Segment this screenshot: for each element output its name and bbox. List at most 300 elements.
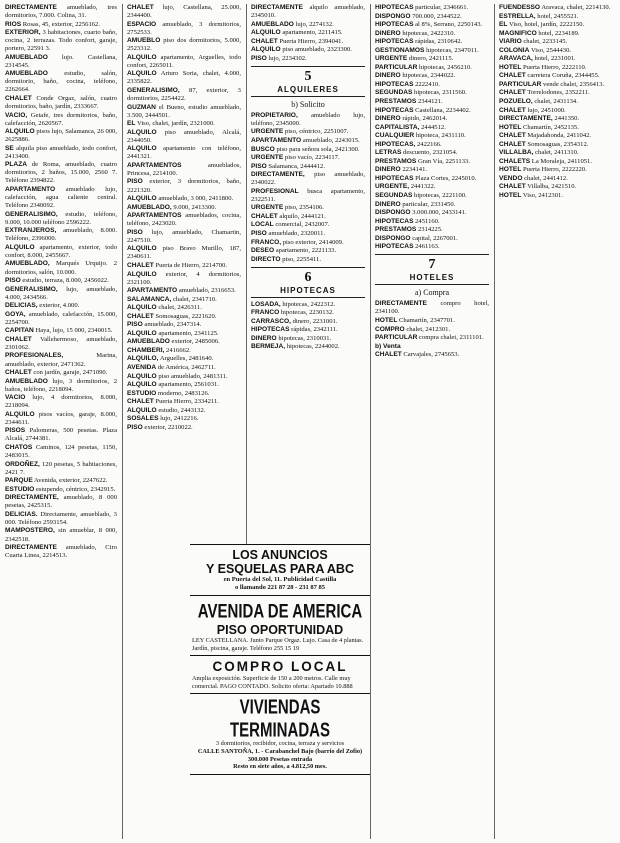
ad-keyword: AMUEBLADO, bbox=[5, 260, 50, 268]
ad-body: Torrelodones, 2352211. bbox=[527, 89, 590, 97]
classified-ad bbox=[5, 161, 117, 185]
ad-text: o llamando 221 87 28 - 231 87 85 bbox=[235, 584, 325, 591]
ad-keyword: ALQUILO bbox=[127, 270, 157, 278]
ad-headline: PISO OPORTUNIDAD bbox=[216, 623, 344, 637]
ad-keyword: CHALET bbox=[127, 398, 154, 406]
classified-ad bbox=[127, 296, 241, 304]
classified-ad bbox=[375, 317, 489, 325]
ad-body: lujo, 2451000. bbox=[527, 106, 566, 114]
classified-ad bbox=[5, 527, 117, 543]
ad-keyword: APARTAMENTO bbox=[5, 186, 56, 194]
classified-ad bbox=[127, 347, 241, 355]
classified-ad bbox=[127, 204, 241, 212]
ad-body: 2444512. bbox=[421, 123, 446, 131]
column-rule bbox=[494, 4, 495, 839]
classified-ad bbox=[499, 149, 615, 157]
ad-text: en Puerta del Sol, 11. Publicidad Castilla bbox=[223, 576, 337, 583]
ad-keyword: CHALET bbox=[499, 72, 526, 80]
ad-keyword: DELICIAS. bbox=[5, 510, 38, 518]
classified-ad bbox=[127, 162, 241, 178]
column-rule bbox=[122, 4, 123, 839]
ad-body: Getafe, tres dormitorios, baño, calefacción, 2620567. bbox=[5, 111, 117, 127]
ad-body: Avenida, exterior, 2247622. bbox=[34, 477, 108, 485]
ad-body: pisos lujo, Salamanca, 26 000, 2625886. bbox=[5, 128, 117, 144]
classified-ad bbox=[5, 511, 117, 527]
ad-keyword: SEGUNDAS bbox=[375, 89, 413, 97]
ad-body: estudio, 2443132. bbox=[158, 406, 206, 414]
classified-ad bbox=[499, 81, 615, 89]
classified-ad bbox=[127, 120, 241, 128]
ad-keyword: DIRECTAMENTE, bbox=[251, 171, 305, 179]
ad-keyword: DINERO bbox=[375, 166, 401, 174]
ad-keyword: CHALET bbox=[499, 140, 526, 148]
classified-ad bbox=[127, 229, 241, 245]
ad-keyword: ALQUILO bbox=[5, 128, 35, 136]
classified-ad bbox=[375, 13, 489, 21]
classified-ad bbox=[375, 30, 489, 38]
classified-ad bbox=[127, 104, 241, 120]
section-title: ALQUILERES bbox=[277, 84, 339, 94]
ad-keyword: SALAMANCA, bbox=[127, 295, 172, 303]
ad-body: piso amueblado, 2481311. bbox=[158, 372, 228, 380]
classified-ad bbox=[499, 192, 615, 200]
ad-keyword: MAMPOSTERO, bbox=[5, 527, 55, 535]
classified-ad bbox=[127, 21, 241, 37]
classified-ad bbox=[499, 132, 615, 140]
ad-body: Conde Orgaz, salón, cuatro dormitorios, baño, jardín, 2333667. bbox=[5, 95, 117, 111]
classified-ad bbox=[375, 132, 489, 140]
classified-ad bbox=[5, 444, 117, 460]
ad-body: Chamartín, 2347701. bbox=[399, 316, 455, 324]
ad-body: 2422166. bbox=[416, 140, 442, 148]
classified-ad bbox=[375, 334, 489, 342]
ad-body: amueblado, calefacción, 15.000, 2254700. bbox=[5, 310, 117, 326]
ad-keyword: FRANCO bbox=[251, 309, 280, 317]
ad-keyword: RIOS bbox=[5, 20, 22, 28]
classified-ad bbox=[499, 21, 615, 29]
ad-keyword: PROFESIONALES, bbox=[5, 352, 64, 360]
ad-body: exterior, 4 dormitorios, 2321100. bbox=[127, 270, 241, 286]
classified-ad bbox=[375, 300, 489, 316]
ad-keyword: DIRECTAMENTE, bbox=[499, 115, 553, 123]
classified-ad bbox=[499, 107, 615, 115]
ad-body: amueblado lujo, calefacción, agua caliente central. Teléfono 2340092. bbox=[5, 186, 117, 210]
ad-headline: COMPRO LOCAL bbox=[212, 659, 348, 675]
classified-ad bbox=[127, 424, 241, 432]
ad-headline: AVENIDA DE AMERICA bbox=[197, 600, 363, 623]
ad-body: lujo, amueblado, 4.000, 2434566. bbox=[5, 285, 117, 301]
ad-keyword: ESTRELLA, bbox=[499, 12, 536, 20]
classified-ad bbox=[127, 398, 241, 406]
ad-keyword: HIPOTECAS bbox=[375, 174, 414, 182]
ad-body: Puerta Hierro, 2222110. bbox=[523, 63, 587, 71]
section-subtitle: b) Solicito bbox=[291, 99, 325, 109]
classified-ad bbox=[375, 141, 489, 149]
section-subtitle: a) Compra bbox=[415, 288, 449, 298]
classified-ad bbox=[375, 47, 489, 55]
ad-body: amueblado, 2243015. bbox=[302, 136, 360, 144]
ad-body: hipotecas, 2230132. bbox=[280, 309, 334, 317]
ad-keyword: VIARIO bbox=[499, 38, 522, 46]
ad-body: compra chalet, 2311101. bbox=[419, 334, 484, 342]
classified-ad bbox=[127, 87, 241, 103]
ad-body: La Moraleja, 2411051. bbox=[531, 157, 592, 165]
classified-ad bbox=[251, 221, 365, 229]
ad-body: amueblado, 2320011. bbox=[268, 229, 326, 237]
ad-keyword: HIPOTECAS bbox=[375, 38, 414, 46]
ad-keyword: ALQUILO bbox=[251, 46, 281, 54]
classified-ad bbox=[375, 209, 489, 217]
classified-ad bbox=[251, 21, 365, 29]
classified-ad bbox=[251, 38, 365, 46]
ad-keyword: VACIO, bbox=[5, 111, 28, 119]
ad-keyword: PROPIETARIO, bbox=[251, 111, 298, 119]
ad-body: piso amueblado, 2340022. bbox=[251, 171, 365, 187]
classified-ad bbox=[375, 175, 489, 183]
ad-keyword: PRESTAMOS bbox=[375, 226, 417, 234]
ad-keyword: DISPONGO bbox=[375, 209, 411, 217]
classified-ad bbox=[375, 243, 489, 251]
ad-keyword: DIRECTAMENTE bbox=[5, 544, 57, 552]
ad-keyword: ESPACIO bbox=[127, 20, 157, 28]
ad-body: 2222410. bbox=[415, 80, 440, 88]
ad-body: Arguelles, 2481640. bbox=[159, 355, 214, 363]
classified-ad bbox=[127, 321, 241, 329]
ad-body: lujo, 2234302. bbox=[268, 54, 307, 62]
classified-ad bbox=[499, 64, 615, 72]
ad-keyword: ALQUILO bbox=[127, 145, 157, 153]
classified-ad bbox=[251, 309, 365, 317]
ad-body: chalet, 2412301. bbox=[406, 325, 451, 333]
ad-body: 2234141. bbox=[402, 166, 428, 174]
ad-keyword: PISO bbox=[5, 277, 21, 285]
ad-body: Palomeras, 500 pesetas. Plaza Alcalá, 2744381. bbox=[5, 427, 117, 443]
ad-keyword: ALQUILO, bbox=[127, 355, 159, 363]
ad-keyword: CHAMBERI, bbox=[127, 346, 165, 354]
ad-keyword: DIRECTAMENTE bbox=[251, 4, 303, 11]
ad-keyword: URGENTE bbox=[251, 204, 284, 212]
ad-body: Villalba, 2421510. bbox=[527, 183, 577, 191]
classified-ad bbox=[127, 212, 241, 228]
classified-ad bbox=[5, 369, 117, 377]
classified-ad bbox=[499, 30, 615, 38]
ad-keyword: HIPOTECAS bbox=[375, 243, 414, 251]
ad-keyword: ARAVACA, bbox=[499, 55, 533, 63]
classified-ad bbox=[499, 47, 615, 55]
ad-keyword: DINERO bbox=[251, 334, 277, 342]
classified-ad bbox=[251, 128, 365, 136]
classified-ad bbox=[5, 227, 117, 243]
classified-ad bbox=[5, 327, 117, 335]
section-header-hoteles bbox=[375, 254, 489, 285]
ad-body: amueblado, 2316653. bbox=[178, 287, 236, 295]
ad-keyword: AMUEBLO bbox=[127, 37, 161, 45]
column-4 bbox=[372, 4, 492, 839]
classified-ad bbox=[5, 494, 117, 510]
classified-ad bbox=[375, 158, 489, 166]
classified-ad bbox=[499, 55, 615, 63]
section-number: 6 bbox=[304, 269, 312, 285]
ad-body: Chamartín, 2452135. bbox=[523, 123, 579, 131]
ad-text: Resto en siete años, a 4.812,50 mes. bbox=[233, 763, 327, 771]
ad-keyword: POZUELO, bbox=[499, 98, 533, 106]
classified-ad bbox=[127, 145, 241, 161]
ad-anuncios-abc bbox=[190, 544, 370, 595]
classified-ad bbox=[5, 54, 117, 70]
ad-body: de Roma, amueblado, cuatro dormitorios, 2 baños, 15.000, 2560 7. Teléfono 2394822. bbox=[5, 161, 117, 185]
ad-keyword: DINERO bbox=[375, 29, 401, 37]
classified-ad bbox=[251, 4, 365, 20]
ad-body: chalet, 2411310. bbox=[535, 149, 579, 157]
ad-text: 300.000 Pesetas entrada bbox=[247, 755, 313, 763]
classified-ad bbox=[375, 89, 489, 97]
classified-ad bbox=[499, 158, 615, 166]
classified-ad bbox=[499, 166, 615, 174]
column-5 bbox=[496, 4, 618, 839]
classified-ad bbox=[5, 486, 117, 494]
ad-keyword: CHALET bbox=[127, 4, 154, 11]
ad-body: 120 pesetas, 5 habitaciones, 2421 7. bbox=[5, 460, 117, 476]
ad-body: Viso, chalet, jardín, 2321000. bbox=[136, 120, 215, 128]
ad-keyword: CHALET bbox=[375, 351, 402, 359]
ad-body: Somosaguas, 2354312. bbox=[527, 140, 589, 148]
ad-body: amueblado, 2347314. bbox=[144, 321, 202, 329]
ad-keyword: ALQUILO bbox=[127, 245, 157, 253]
ad-body: con jardín, garaje, 2471090. bbox=[33, 369, 108, 377]
display-ads-block bbox=[190, 544, 370, 840]
ad-body: 2441322. bbox=[410, 183, 436, 191]
ad-keyword: AMUEBLADO, bbox=[127, 203, 172, 211]
classified-ad bbox=[5, 244, 117, 260]
ad-body: Viso, 2412301. bbox=[522, 192, 563, 200]
ad-text: Amplia exposición. Superficie de 150 a 200 metros. Calle muy comercial. PAGO CONTADO. Solicito oferta: Apartado 10.888 bbox=[192, 675, 353, 690]
classified-ad bbox=[251, 230, 365, 238]
ad-keyword: URGENTE bbox=[375, 55, 408, 63]
classified-ad bbox=[127, 54, 241, 70]
classified-ad bbox=[127, 195, 241, 203]
ad-body: exterior, 3 dormitorios, baño, 2221320. bbox=[127, 178, 241, 194]
ad-body: estudio, teléfono, 9.000, 10.000 teléfono 2596222. bbox=[5, 210, 117, 226]
ad-body: lujo, 2412216. bbox=[160, 415, 199, 423]
ad-body: pisos vacíos, garaje, 8.000, 2344611. bbox=[5, 410, 117, 426]
ad-body: apartamento, Arguelles, todo confort, 2265011. bbox=[127, 53, 241, 69]
ad-keyword: CHALET bbox=[251, 212, 278, 220]
ad-body: 2416662. bbox=[166, 346, 191, 354]
ad-keyword: PARTICULAR bbox=[375, 334, 418, 342]
ad-body: Aravaca, chalet, 2214130. bbox=[541, 4, 611, 11]
ad-keyword: SE bbox=[5, 144, 14, 152]
classified-ad bbox=[5, 4, 117, 20]
classified-ad bbox=[127, 338, 241, 346]
classified-ad bbox=[251, 154, 365, 162]
ad-body: amueblado, 8.000. Teléfono, 2396000. bbox=[5, 227, 117, 243]
ad-keyword: EL bbox=[127, 120, 136, 128]
ad-viviendas-terminadas bbox=[190, 693, 370, 774]
ad-body: amueblados, cocina, teléfono, 2423020. bbox=[127, 212, 241, 228]
ad-body: estupendo, céntrico, 2342915. bbox=[35, 485, 116, 493]
ad-body: Rosas, 45, exterior, 2256162. bbox=[22, 20, 100, 28]
classified-ad bbox=[251, 326, 365, 334]
ad-body: piso para señora sola, 2421300. bbox=[276, 145, 360, 153]
ad-body: particular, 2346661. bbox=[415, 4, 469, 11]
ad-body: alquila piso amueblado, todo confort, 2413400. bbox=[5, 144, 117, 160]
classified-ad bbox=[127, 407, 241, 415]
ad-keyword: APARTAMENTO bbox=[127, 287, 178, 295]
ad-keyword: AMUEBLADO bbox=[5, 377, 48, 385]
ad-keyword: PRESTAMOS bbox=[375, 157, 417, 165]
classified-ad bbox=[127, 271, 241, 287]
column-rule bbox=[370, 4, 371, 839]
ad-body: Vallehermoso, amueblado, 2301062. bbox=[5, 335, 117, 351]
classified-ad bbox=[375, 192, 489, 200]
ad-body: lujo, Castellana, 25.000, 2344400. bbox=[127, 4, 241, 20]
ad-body: rápidas, 2310642. bbox=[415, 38, 463, 46]
classified-ad bbox=[5, 394, 117, 410]
classified-ad bbox=[251, 112, 365, 128]
classified-ad bbox=[375, 55, 489, 63]
ad-keyword: DINERO bbox=[375, 72, 401, 80]
ad-body: hipotecas, 2244002. bbox=[286, 343, 340, 351]
classified-ad bbox=[127, 37, 241, 53]
classified-ad bbox=[5, 95, 117, 111]
ad-keyword: DIRECTAMENTE bbox=[375, 300, 427, 308]
ad-keyword: PISO bbox=[127, 178, 143, 186]
ad-body: Marina, amueblado, exterior, 2471362. bbox=[5, 352, 117, 368]
classified-ad bbox=[499, 38, 615, 46]
classified-ad bbox=[127, 313, 241, 321]
ad-body: sin amueblar, 8 000, 2342518. bbox=[5, 527, 117, 543]
classified-ad bbox=[499, 141, 615, 149]
ad-headline: LOS ANUNCIOS bbox=[232, 548, 328, 562]
ad-body: 2451160. bbox=[415, 217, 440, 225]
section-number: 7 bbox=[428, 257, 436, 273]
classified-ad bbox=[127, 178, 241, 194]
ad-body: rápidas, 2342111. bbox=[291, 326, 338, 334]
ad-keyword: ORDOÑEZ, bbox=[5, 460, 40, 468]
ad-keyword: VACIO bbox=[5, 394, 26, 402]
ad-keyword: PISO bbox=[127, 228, 143, 236]
ad-keyword: ALQUILO bbox=[5, 243, 35, 251]
classified-ad bbox=[499, 98, 615, 106]
classified-ad bbox=[251, 46, 365, 54]
section-title: HIPOTECAS bbox=[280, 285, 336, 295]
ad-body: capital, 2267001. bbox=[412, 234, 458, 242]
ad-body: alquilo amueblado, 2345010. bbox=[251, 4, 365, 20]
ad-body: Puerta Hierro, 2222220. bbox=[523, 166, 587, 174]
classified-ad bbox=[251, 146, 365, 154]
ad-body: 2441350. bbox=[554, 115, 580, 123]
ad-keyword: DISPONGO bbox=[375, 234, 411, 242]
ad-keyword: HOTEL bbox=[375, 316, 398, 324]
ad-body: moderno, 2483126. bbox=[157, 389, 210, 397]
classified-ad bbox=[375, 64, 489, 72]
ad-keyword: FUENDESSO bbox=[499, 4, 541, 11]
ad-keyword: APARTAMENTO bbox=[251, 136, 302, 144]
ad-text: CALLE SANTOÑA, 1. - Carabanchel Bajo (barrio del Zofio) bbox=[197, 747, 363, 755]
ad-body: hipotecas, 2422312. bbox=[282, 300, 336, 308]
classified-ad bbox=[5, 286, 117, 302]
classified-ad bbox=[251, 301, 365, 309]
classified-ad bbox=[375, 81, 489, 89]
ad-keyword: ALQUILO bbox=[127, 406, 157, 414]
classified-ad bbox=[127, 373, 241, 381]
classified-ad bbox=[5, 112, 117, 128]
ad-body: hotel, 2234189. bbox=[538, 29, 580, 37]
classified-ad bbox=[5, 128, 117, 144]
ad-keyword: CAPITAN bbox=[5, 327, 34, 335]
classified-ad bbox=[127, 330, 241, 338]
classified-ad bbox=[499, 124, 615, 132]
ad-body: hipotecas, 2310031. bbox=[278, 334, 332, 342]
classified-ad bbox=[499, 183, 615, 191]
ad-avenida-america bbox=[190, 595, 370, 655]
ad-keyword: DINERO bbox=[375, 115, 401, 123]
ad-body: 700.000, 2344522. bbox=[412, 12, 462, 20]
ad-keyword: DINERO bbox=[375, 200, 401, 208]
classified-ad bbox=[251, 335, 365, 343]
ad-keyword: DIRECTAMENTE, bbox=[5, 494, 59, 502]
ad-keyword: HIPOTECAS bbox=[375, 217, 414, 225]
classified-ad bbox=[251, 204, 365, 212]
classified-ad bbox=[499, 72, 615, 80]
ad-keyword: b) Venta bbox=[375, 342, 401, 350]
ad-body: piso, céntrico, 2251007. bbox=[284, 128, 349, 136]
ad-keyword: BUSCO bbox=[251, 145, 275, 153]
ad-body: Arturo Soria, chalet, 4.000, 2335822. bbox=[127, 70, 241, 86]
ad-body: Haya, lujo, 15 000, 2340015. bbox=[35, 327, 113, 335]
classified-ad bbox=[5, 411, 117, 427]
ad-keyword: AMUEBLADO bbox=[251, 20, 294, 28]
classified-ad bbox=[375, 4, 489, 12]
ad-body: apartamento, exterior, todo confort, 8.000, 2455667. bbox=[5, 243, 117, 259]
ad-body: Majadahonda, 2411042. bbox=[527, 132, 592, 140]
ad-body: particular, 2331450. bbox=[402, 200, 456, 208]
ad-keyword: EL bbox=[499, 21, 508, 29]
ad-body: chalet, 2426311. bbox=[158, 304, 202, 312]
ad-keyword: URGENTE bbox=[251, 154, 284, 162]
ad-body: Plaza Cortes, 2245010. bbox=[415, 174, 477, 182]
classified-ad bbox=[375, 72, 489, 80]
classified-ad bbox=[251, 137, 365, 145]
ad-keyword: PLAZA bbox=[5, 161, 27, 169]
ad-body: amueblado lujo, teléfono, 2345000. bbox=[251, 111, 365, 127]
ad-keyword: CUALQUIER bbox=[375, 132, 415, 140]
ad-keyword: PISO bbox=[251, 229, 267, 237]
classified-ad bbox=[375, 21, 489, 29]
ad-keyword: ALQUILO bbox=[127, 128, 157, 136]
ad-body: hipotecas, 2456210. bbox=[419, 63, 472, 71]
classified-ad bbox=[5, 336, 117, 352]
ad-keyword: CHALET bbox=[499, 183, 526, 191]
ad-keyword: CHALET bbox=[127, 261, 154, 269]
ad-keyword: GENERALISIMO, bbox=[127, 86, 180, 94]
ad-body: piso vacío, 2234117. bbox=[284, 154, 340, 162]
ad-body: lujo, amueblado, Chamartin, 2247510. bbox=[127, 228, 242, 244]
ad-keyword: HOTEL bbox=[499, 123, 522, 131]
ad-keyword: PARTICULAR bbox=[375, 63, 418, 71]
ad-keyword: AMUEBLADO bbox=[5, 53, 48, 61]
ad-keyword: APARTAMENTOS bbox=[127, 212, 182, 220]
classified-ad bbox=[5, 277, 117, 285]
ad-body: al 8%, Serrano, 2250143. bbox=[415, 21, 483, 29]
classified-ad bbox=[499, 4, 615, 12]
ad-headline: VIVIENDAS TERMINADAS bbox=[230, 696, 330, 743]
ad-keyword: PISO bbox=[251, 54, 267, 62]
ad-body: Puerta de Hierro, 2214700. bbox=[155, 261, 228, 269]
classified-ad bbox=[375, 235, 489, 243]
classified-ad bbox=[251, 163, 365, 171]
ad-keyword: HIPOTECAS, bbox=[375, 140, 416, 148]
